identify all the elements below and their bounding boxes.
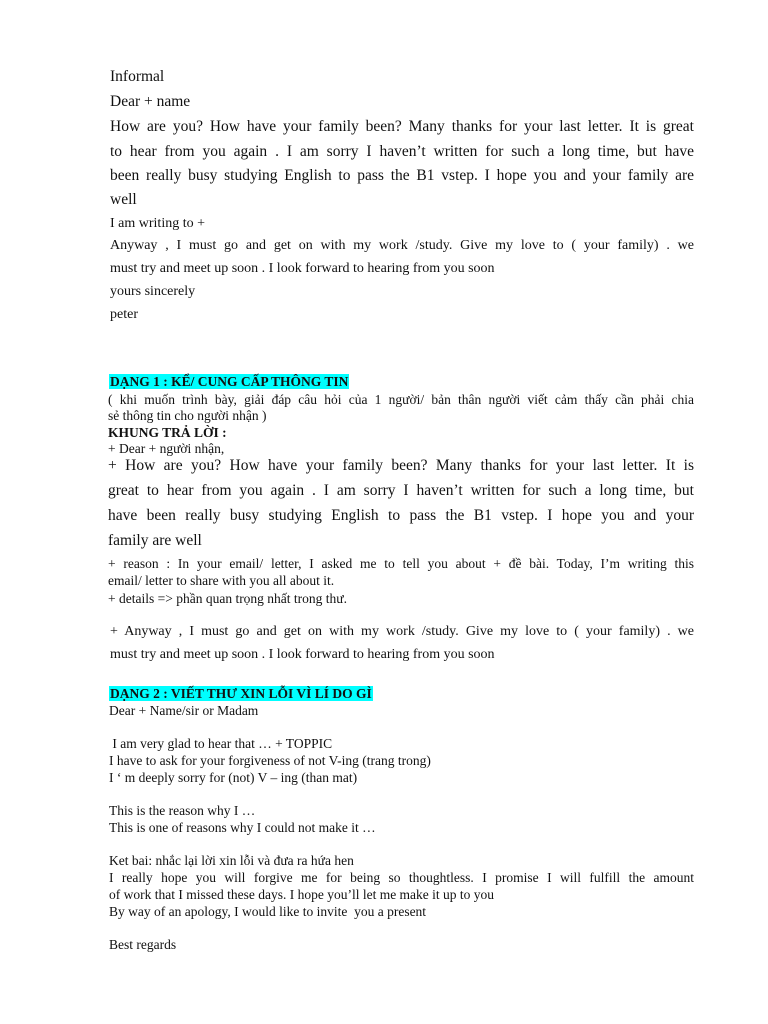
- dang1-para-line: family are well: [108, 532, 202, 549]
- informal-closing-line: must try and meet up soon . I look forward to hearing from you soon: [110, 261, 495, 276]
- dang2-line: I have to ask for your forgiveness of not V-ing (trang trong): [109, 753, 431, 768]
- dang1-title-highlight: DẠNG 1 : KỂ/ CUNG CẤP THÔNG TIN: [110, 374, 349, 389]
- dang2-reason-line: This is one of reasons why I could not make it …: [109, 820, 376, 835]
- dang1-para-line: + How are you? How have your family been? Many thanks for your last letter. It is: [108, 457, 694, 474]
- dang1-title: [109, 373, 349, 391]
- dang2-title: [109, 685, 373, 703]
- dang2-ending-line: of work that I missed these days. I hope you’ll let me make it up to you: [109, 887, 495, 902]
- dang2-signoff: Best regards: [109, 937, 177, 952]
- dang1-closing-line: + Anyway , I must go and get on with my work /study. Give my love to ( your family) . we: [110, 624, 694, 639]
- informal-signoff: yours sincerely: [110, 284, 196, 299]
- informal-greeting: Dear + name: [110, 93, 191, 110]
- dang2-greeting: Dear + Name/sir or Madam: [109, 703, 259, 718]
- informal-para-line: to hear from you again . I am sorry I haven’t written for such a long time, but have: [110, 143, 694, 160]
- dang2-line: I ‘ m deeply sorry for (not) V – ing (than mat): [109, 770, 358, 785]
- dang1-greeting: + Dear + người nhận,: [108, 441, 225, 456]
- dang1-frame-label: KHUNG TRẢ LỜI :: [108, 425, 227, 440]
- informal-closing-line: Anyway , I must go and get on with my work /study. Give my love to ( your family) . we: [110, 238, 694, 253]
- dang1-reason-line: email/ letter to share with you all about it.: [108, 573, 335, 588]
- dang1-note-line: sẻ thông tin cho người nhận ): [108, 408, 267, 423]
- informal-para-line: been really busy studying English to pass the B1 vstep. I hope you and your family are: [110, 167, 694, 184]
- informal-para-line: well: [110, 191, 137, 208]
- informal-heading: Informal: [110, 68, 165, 85]
- dang1-note-line: ( khi muốn trình bày, giải đáp câu hỏi của 1 người/ bản thân người viết cảm thấy cần phải chia: [108, 392, 694, 407]
- informal-writing-to: I am writing to +: [110, 216, 205, 231]
- dang2-ket-bai: Ket bai: nhắc lại lời xin lỗi và đưa ra hứa hen: [109, 853, 354, 868]
- dang1-para-line: great to hear from you again . I am sorry I haven’t written for such a long time, but: [108, 482, 694, 499]
- informal-name: peter: [110, 307, 138, 322]
- dang1-reason-line: + reason : In your email/ letter, I asked me to tell you about + đề bài. Today, I’m writing this: [108, 556, 694, 571]
- dang2-title-highlight: DẠNG 2 : VIẾT THƯ XIN LỖI VÌ LÍ DO GÌ: [110, 686, 372, 701]
- dang1-para-line: have been really busy studying English to pass the B1 vstep. I hope you and your: [108, 507, 694, 524]
- informal-para-line: How are you? How have your family been? Many thanks for your last letter. It is great: [110, 118, 694, 135]
- dang1-details: + details => phần quan trọng nhất trong thư.: [108, 591, 347, 606]
- dang1-closing-line: must try and meet up soon . I look forward to hearing from you soon: [110, 647, 495, 662]
- dang2-ending-line: By way of an apology, I would like to invite you a present: [109, 904, 427, 919]
- dang2-reason-line: This is the reason why I …: [109, 803, 256, 818]
- dang2-ending-line: I really hope you will forgive me for being so thoughtless. I promise I will fulfill the amount: [109, 870, 694, 885]
- dang2-line: I am very glad to hear that … + TOPPIC: [109, 736, 333, 751]
